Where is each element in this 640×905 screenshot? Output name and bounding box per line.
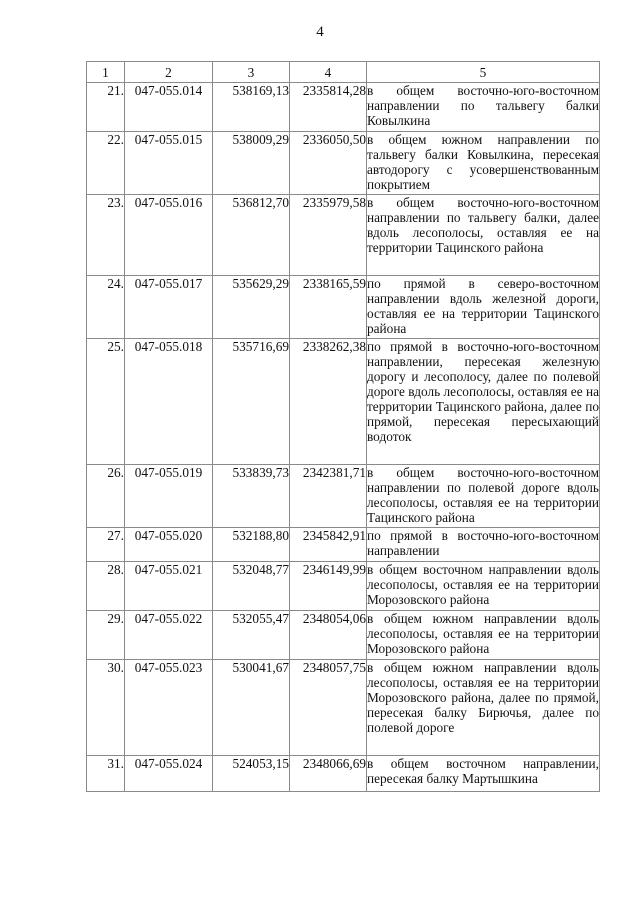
row-number: 30. [87,660,125,756]
table-row [87,276,600,339]
coordinate-y: 2346149,99 [290,562,367,611]
boundary-description: в общем южном направлении вдоль лесополосы, оставляя ее на территории Морозовского района, далее по прямой, пересекая балку Бирючья, далее по полевой дороге [367,660,600,756]
boundary-description: в общем восточно-юго-восточном направлении по тальвегу балки Ковылкина [367,83,600,132]
table-row [87,195,600,276]
coordinate-y: 2348057,75 [290,660,367,756]
point-code: 047-055.022 [125,611,213,660]
table-row [87,528,600,562]
coordinate-x: 535716,69 [213,339,290,465]
table-row [87,83,600,132]
boundary-description: в общем южном направлении по тальвегу балки Ковылкина, пересекая автодорогу с усовершенствованным покрытием [367,132,600,195]
boundary-description: по прямой в восточно-юго-восточном направлении [367,528,600,562]
coordinate-x: 532188,80 [213,528,290,562]
point-code: 047-055.019 [125,465,213,528]
coordinate-y: 2335979,58 [290,195,367,276]
table-row [87,339,600,465]
row-number: 26. [87,465,125,528]
boundary-description: в общем южном направлении вдоль лесополосы, оставляя ее на территории Морозовского района [367,611,600,660]
coordinate-x: 530041,67 [213,660,290,756]
coordinate-x: 538169,13 [213,83,290,132]
coordinate-x: 532048,77 [213,562,290,611]
table-row [87,756,600,792]
table-row [87,562,600,611]
row-number: 24. [87,276,125,339]
page-number: 4 [316,24,324,40]
column-header-y: 4 [290,62,367,83]
coordinate-x: 536812,70 [213,195,290,276]
table-header-row [87,62,600,83]
coordinate-x: 535629,29 [213,276,290,339]
point-code: 047-055.018 [125,339,213,465]
column-header-description: 5 [367,62,600,83]
coordinate-y: 2345842,91 [290,528,367,562]
coordinate-y: 2336050,50 [290,132,367,195]
point-code: 047-055.015 [125,132,213,195]
table-row [87,132,600,195]
table-row [87,611,600,660]
boundary-points-table [86,61,600,792]
row-number: 23. [87,195,125,276]
table-row [87,660,600,756]
column-header-x: 3 [213,62,290,83]
coordinate-y: 2342381,71 [290,465,367,528]
boundary-description: в общем восточно-юго-восточном направлении по тальвегу балки, далее вдоль лесополосы, оставляя ее на территории Тацинского района [367,195,600,276]
row-number: 21. [87,83,125,132]
point-code: 047-055.016 [125,195,213,276]
boundary-description: по прямой в восточно-юго-восточном направлении, пересекая железную дорогу и лесополосу, далее по полевой дороге вдоль лесополосы, оставляя ее на территории Тацинского района, далее по прямой, пересекая пересыхающий водоток [367,339,600,465]
point-code: 047-055.014 [125,83,213,132]
boundary-description: в общем восточном направлении, пересекая балку Мартышкина [367,756,600,792]
boundary-description: в общем восточно-юго-восточном направлении по полевой дороге вдоль лесополосы, оставляя ее на территории Тацинского района [367,465,600,528]
coordinate-x: 533839,73 [213,465,290,528]
row-number: 22. [87,132,125,195]
coordinate-y: 2338262,38 [290,339,367,465]
row-number: 29. [87,611,125,660]
table-row [87,465,600,528]
coordinate-x: 538009,29 [213,132,290,195]
point-code: 047-055.023 [125,660,213,756]
coordinate-y: 2348054,06 [290,611,367,660]
point-code: 047-055.021 [125,562,213,611]
coordinate-y: 2348066,69 [290,756,367,792]
boundary-description: в общем восточном направлении вдоль лесополосы, оставляя ее на территории Морозовского района [367,562,600,611]
coordinate-y: 2338165,59 [290,276,367,339]
point-code: 047-055.017 [125,276,213,339]
row-number: 28. [87,562,125,611]
row-number: 31. [87,756,125,792]
point-code: 047-055.024 [125,756,213,792]
coordinate-x: 532055,47 [213,611,290,660]
column-header-number: 1 [87,62,125,83]
row-number: 27. [87,528,125,562]
boundary-description: по прямой в северо-восточном направлении вдоль железной дороги, оставляя ее на территории Тацинского района [367,276,600,339]
column-header-point-code: 2 [125,62,213,83]
coordinate-y: 2335814,28 [290,83,367,132]
point-code: 047-055.020 [125,528,213,562]
row-number: 25. [87,339,125,465]
coordinate-x: 524053,15 [213,756,290,792]
